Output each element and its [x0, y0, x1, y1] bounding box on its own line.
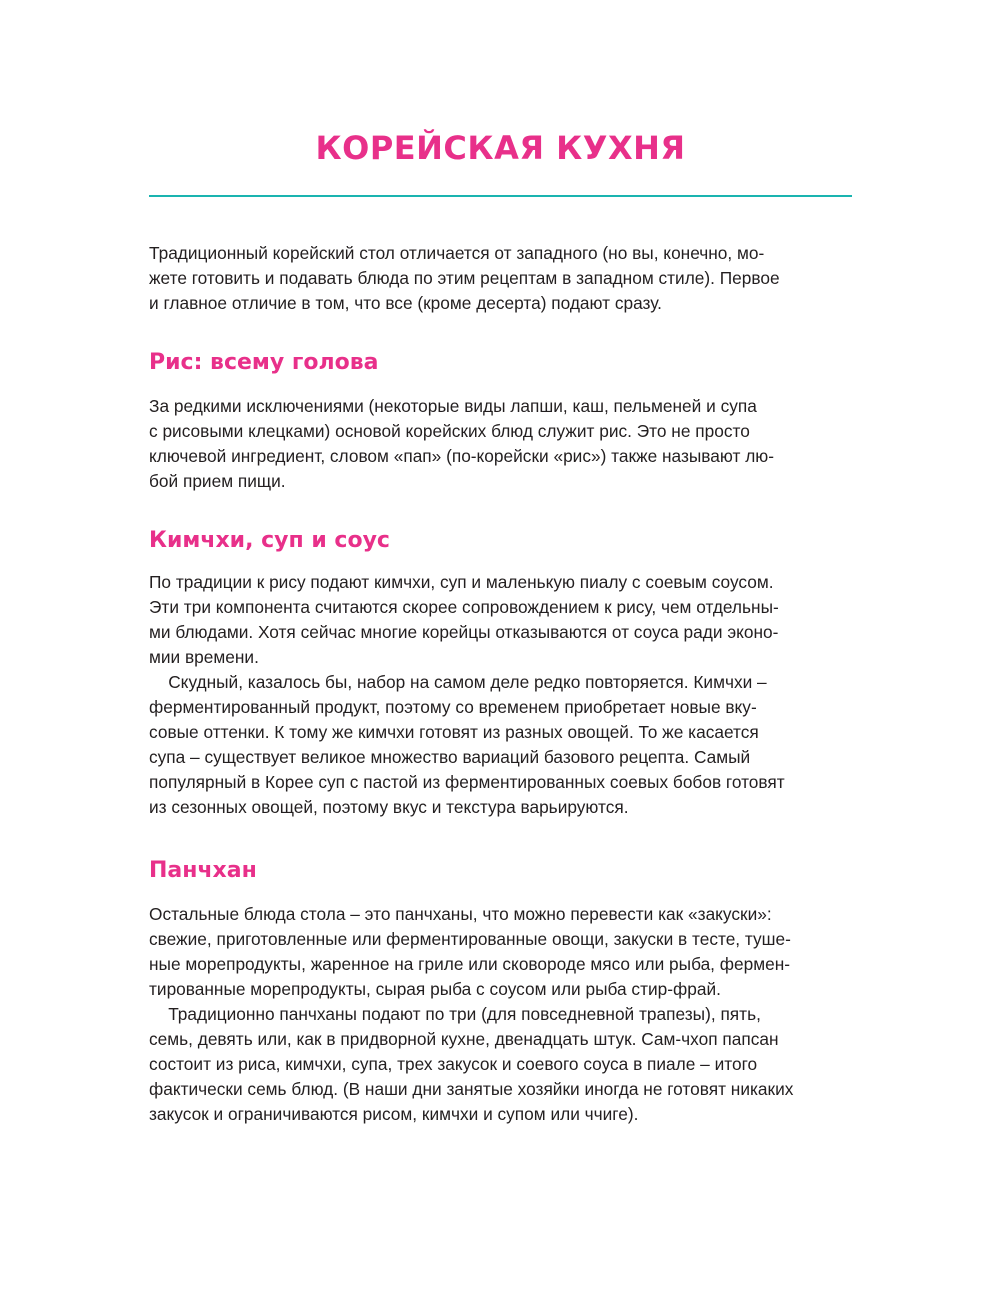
kimchi-paragraph-2: Скудный, казалось бы, набор на самом деле редко повторяется. Кимчхи – ферментированный продукт, поэтому со временем приобретает новые вку- совые оттенки. К тому же кимчхи готовят из разных овощей. То же касается супа – существует великое множество вариаций базового рецепта. Самый популярный в Корее суп с пастой из ферментированных соевых бобов готовят из сезонных овощей, поэтому вкус и текстура варьируются.	[149, 672, 785, 817]
rice-paragraph: За редкими исключениями (некоторые виды лапши, каш, пельменей и супа с рисовыми клецками) основой корейских блюд служит рис. Это не просто ключевой ингредиент, словом «пап» (по-корейски «рис») также называют лю- бой прием пищи.	[149, 396, 775, 491]
kimchi-paragraph-1: По традиции к рису подают кимчхи, суп и маленькую пиалу с соевым соусом. Эти три компонента считаются скорее сопровождением к рису, чем отдельны- ми блюдами. Хотя сейчас многие корейцы отказываются от соуса ради эконо- мии времени.	[149, 572, 779, 667]
page-title: КОРЕЙСКАЯ КУХНЯ	[315, 129, 686, 167]
intro-paragraph: Традиционный корейский стол отличается от западного (но вы, конечно, мо- жете готовить и подавать блюда по этим рецептам в западном стиле). Первое и главное отличие в том, что все (кроме десерта) подают сразу.	[149, 243, 780, 313]
title-divider	[149, 195, 852, 197]
section-heading-kimchi: Кимчхи, суп и соус	[149, 528, 390, 553]
section-heading-rice: Рис: всему голова	[149, 350, 379, 375]
banchan-paragraph-1: Остальные блюда стола – это панчханы, что можно перевести как «закуски»: свежие, приготовленные или ферментированные овощи, закуски в тесте, туше- ные морепродукты, жаренное на гриле или сковороде мясо или рыба, фермен- тированные морепродукты, сырая рыба с соусом или рыба стир-фрай.	[149, 904, 791, 999]
banchan-paragraph-2: Традиционно панчханы подают по три (для повседневной трапезы), пять, семь, девять или, как в придворной кухне, двенадцать штук. Сам-чхоп папсан состоит из риса, кимчхи, супа, трех закусок и соевого соуса в пиале – итого фактически семь блюд. (В наши дни занятые хозяйки иногда не готовят никаких закусок и ограничиваются рисом, кимчхи и супом или ччиге).	[149, 1004, 794, 1124]
section-heading-banchan: Панчхан	[149, 858, 257, 883]
